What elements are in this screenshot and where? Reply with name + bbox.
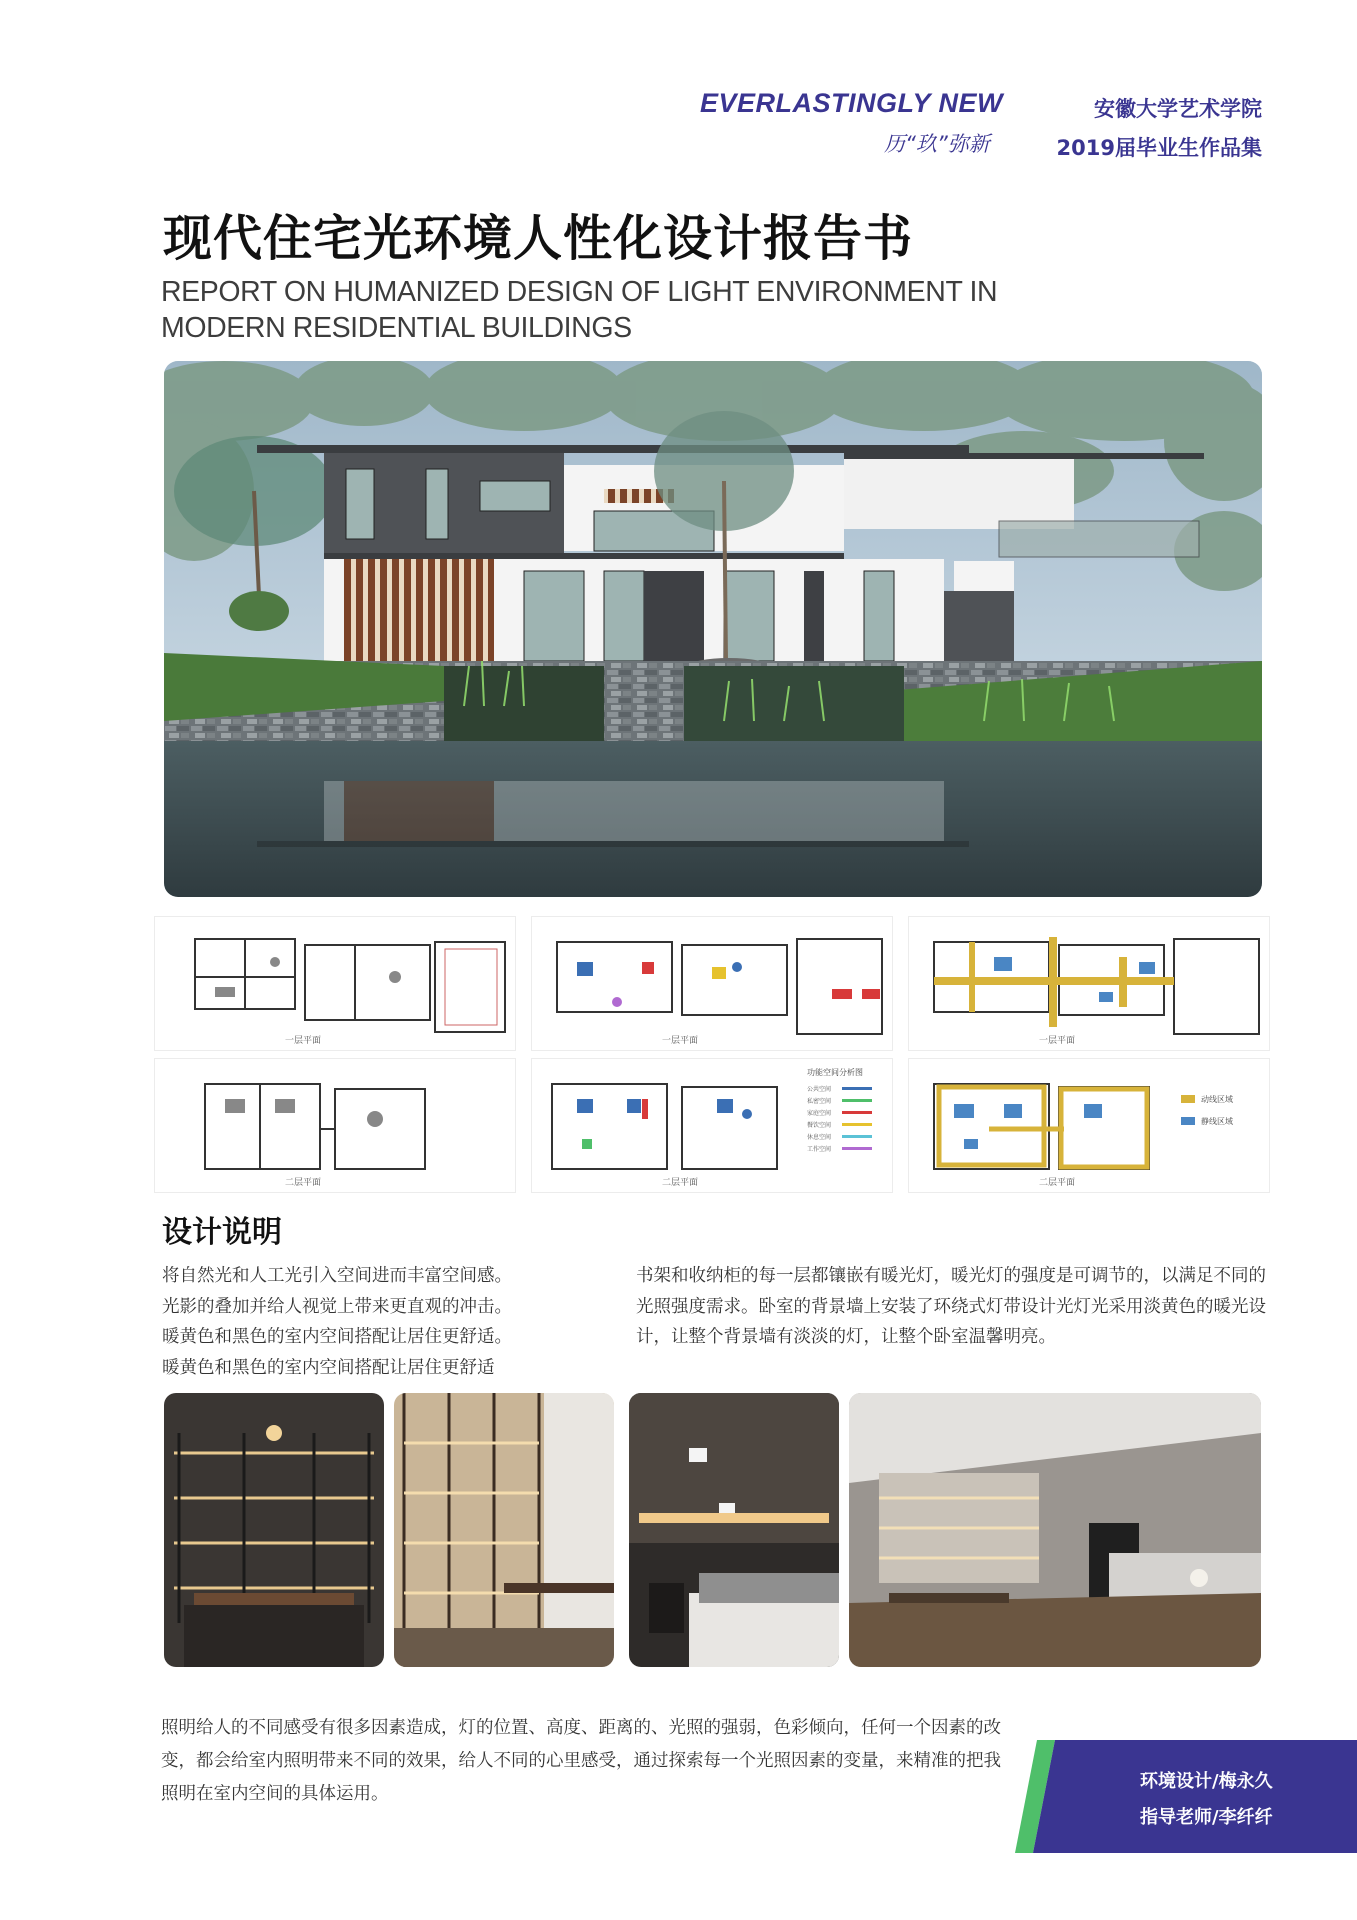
- plan-floor1-function: [531, 916, 893, 1051]
- design-notes-left: [162, 1261, 602, 1383]
- legend-item: 休息空间: [807, 1134, 832, 1141]
- subtitle-line-1: REPORT ON HUMANIZED DESIGN OF LIGHT ENVIRONMENT IN: [161, 276, 998, 308]
- interior-photo-bookshelf: [394, 1393, 614, 1667]
- footer-description: 照明给人的不同感受有很多因素造成，灯的位置、高度、距离的、光照的强弱，色彩倾向，任何一个因素的改变，都会给室内照明带来不同的效果，给人不同的心里感受，通过探索每一个光照因素的变量，来精准的把我照明在室内空间的具体运用。: [161, 1718, 1001, 1804]
- hero-rendering: [164, 361, 1262, 897]
- design-notes-heading: 设计说明: [162, 1215, 282, 1250]
- page-subtitle-en: [161, 274, 997, 346]
- plan-floor2-function: [531, 1058, 893, 1193]
- photo-illustration: [394, 1393, 614, 1667]
- design-note-line: 暖黄色和黑色的室内空间搭配让居住更舒适。: [162, 1327, 512, 1347]
- page-title: 现代住宅光环境人性化设计报告书: [163, 210, 914, 267]
- plan-floor1-circulation: [908, 916, 1270, 1051]
- floor-plan-drawing: [532, 1059, 892, 1192]
- design-note-line: 将自然光和人工光引入空间进而丰富空间感。: [162, 1266, 512, 1286]
- house-illustration: [164, 361, 1262, 897]
- advisor-credit: 指导老师/李纤纤: [1140, 1807, 1273, 1828]
- photo-illustration: [849, 1393, 1261, 1667]
- designer-credit: 环境设计/梅永久: [1140, 1771, 1273, 1792]
- school-name: 安徽大学艺术学院: [1094, 97, 1262, 121]
- interior-photo-living-room: [849, 1393, 1261, 1667]
- floor-plan-drawing: [909, 917, 1269, 1050]
- design-note-line: 光影的叠加并给人视觉上带来更直观的冲击。: [162, 1296, 512, 1317]
- legend-item: 公共空间: [807, 1086, 832, 1093]
- reflection: [257, 781, 969, 847]
- plan-floor2-basic: [154, 1058, 516, 1193]
- legend-item: 家庭空间: [807, 1110, 832, 1117]
- interior-photo-bedroom: [629, 1393, 839, 1667]
- school-info: [1042, 93, 1262, 162]
- photo-illustration: [164, 1393, 384, 1667]
- plan-floor1-basic: [154, 916, 516, 1051]
- interior-photo-dining-shelves: [164, 1393, 384, 1667]
- floor-plans: [154, 916, 1268, 1192]
- plan-label: 一层平面: [1039, 1036, 1076, 1046]
- credits: [1140, 1764, 1273, 1836]
- floor-plan-drawing: [155, 917, 515, 1050]
- floor-plan-drawing: [532, 917, 892, 1050]
- legend-item: 私密空间: [807, 1098, 832, 1105]
- legend-item: 静线区域: [1201, 1117, 1233, 1126]
- floor-plan-drawing: [909, 1059, 1269, 1192]
- design-note-line: 暖黄色和黑色的室内空间搭配让居住更舒适: [162, 1357, 495, 1378]
- legend-title: 功能空间分析图: [807, 1068, 863, 1077]
- floor-plan-drawing: [155, 1059, 515, 1192]
- subtitle-line-2: MODERN RESIDENTIAL BUILDINGS: [161, 312, 632, 344]
- plan-label: 一层平面: [285, 1036, 322, 1046]
- photo-illustration: [629, 1393, 839, 1667]
- brand-title-cn: 历“玖”弥新: [884, 132, 990, 156]
- design-notes-right: 书架和收纳柜的每一层都镶嵌有暖光灯，暖光灯的强度是可调节的，以满足不同的光照强度需求。卧室的背景墙上安装了环绕式灯带设计光灯光采用淡黄色的暖光设计，让整个背景墙有淡淡的灯，让整个卧室温馨明亮。: [636, 1266, 1266, 1347]
- plan-floor2-circulation: [908, 1058, 1270, 1193]
- plan-label: 二层平面: [662, 1178, 699, 1188]
- legend-item: 动线区域: [1201, 1095, 1233, 1104]
- plan-label: 一层平面: [662, 1036, 699, 1046]
- plan-label: 二层平面: [285, 1178, 322, 1188]
- legend-item: 工作空间: [807, 1146, 832, 1153]
- plan-label: 二层平面: [1039, 1178, 1076, 1188]
- portfolio-year: 2019届毕业生作品集: [1056, 136, 1262, 160]
- legend-item: 餐饮空间: [807, 1122, 832, 1129]
- brand-title-en: EVERLASTINGLY NEW: [700, 88, 1004, 118]
